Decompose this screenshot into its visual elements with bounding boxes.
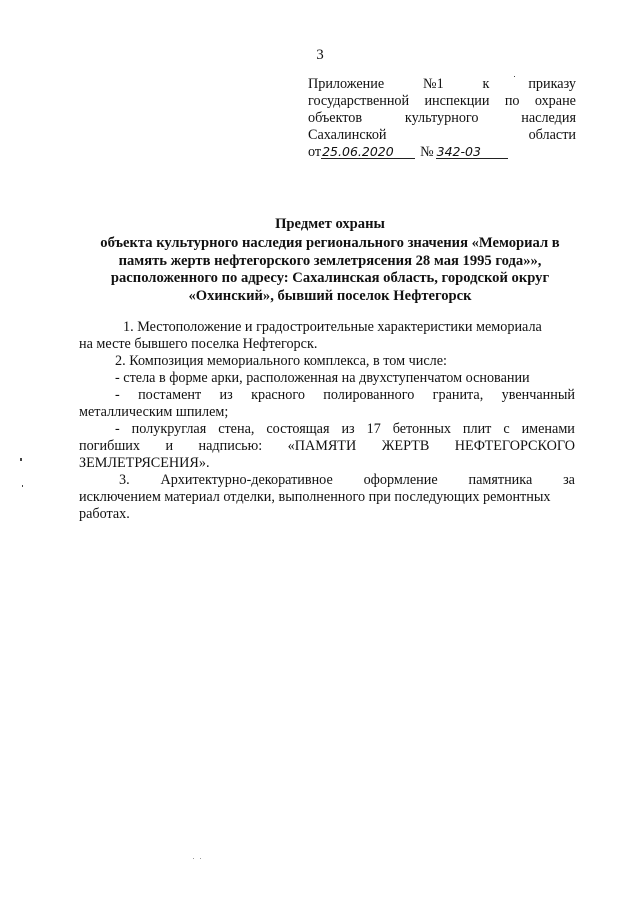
document-title: Предмет охраны [275,216,385,232]
word: «ПАМЯТИ [287,438,357,454]
word: бетонных [392,421,451,437]
word: 17 [366,421,381,437]
item-3-line-1 [79,472,575,489]
scan-speck [22,485,23,487]
appendix-line-4 [308,127,576,144]
handwritten-order-number: 342-03 [436,145,508,159]
item-2-pedestal-line-2: металлическим шпилем; [79,404,229,420]
appendix-word: по [504,93,520,109]
word: плит [462,421,492,437]
word: стена, [218,421,255,437]
word: оформление [363,472,438,488]
word: НЕФТЕГОРСКОГО [454,438,575,454]
appendix-word: культурного [404,110,479,126]
document-body [79,319,575,523]
word: Архитектурно-декоративное [160,472,333,488]
word: состоящая [266,421,330,437]
appendix-word: охране [534,93,576,109]
item-2-wall-line-2 [79,438,575,455]
item-1-line-2: на месте бывшего поселка Нефтегорск. [79,336,318,352]
item-2-wall-line-1 [79,421,575,438]
handwritten-date: 25.06.2020 [321,145,415,159]
document-subtitle [70,235,590,305]
page-number: 3 [316,47,324,63]
scan-speck [514,76,515,77]
word: ЖЕРТВ [381,438,430,454]
word: постамент [138,387,202,403]
appendix-line-2 [308,93,576,110]
scan-speck [20,458,22,461]
word: надписью: [198,438,263,454]
appendix-word: области [528,127,576,143]
word: именами [521,421,575,437]
word: за [563,472,575,488]
appendix-word: №1 [423,76,444,92]
appendix-word: объектов [308,110,363,126]
appendix-word: наследия [521,110,576,126]
word: погибших [79,438,140,454]
appendix-word: государственной [308,93,410,109]
appendix-header [308,76,576,161]
scan-speck [193,858,194,859]
appendix-line-3 [308,110,576,127]
appendix-word: приказу [528,76,576,92]
word: памятника [468,472,533,488]
scan-speck [200,858,201,859]
item-2: 2. Композиция мемориального комплекса, в том числе: [115,353,447,369]
subtitle-line: память жертв нефтегорского землетрясения 28 мая 1995 года»», [118,252,542,269]
item-3-line-3: работах. [79,506,130,522]
word: из [341,421,355,437]
appendix-date-line [308,144,576,161]
item-2-stela: - стела в форме арки, расположенная на двухступенчатом основании [115,370,530,386]
word: полированного [323,387,415,403]
appendix-line-1 [308,76,576,93]
number-sign: № [420,144,434,160]
word: - [115,387,120,403]
appendix-word: Приложение [308,76,385,92]
item-3-line-2: исключением материал отделки, выполненного при последующих ремонтных [79,489,551,505]
appendix-word: инспекции [424,93,490,109]
appendix-word: к [482,76,490,92]
word: полукруглая [131,421,207,437]
appendix-word: Сахалинской [308,127,387,143]
subtitle-line: объекта культурного наследия регионального значения «Мемориал в [100,235,560,251]
subtitle-line: расположенного по адресу: Сахалинская область, городской округ [110,270,550,286]
item-2-wall-line-3: ЗЕМЛЕТРЯСЕНИЯ». [79,455,210,471]
from-prefix: от [308,144,322,160]
subtitle-line: «Охинский», бывший поселок Нефтегорск [188,287,472,304]
word: 3. [119,472,130,488]
word: с [503,421,510,437]
word: - [115,421,120,437]
word: из [219,387,233,403]
word: увенчанный [501,387,575,403]
word: и [165,438,174,454]
word: гранита, [432,387,484,403]
item-2-pedestal-line-1 [79,387,575,404]
word: красного [251,387,305,403]
item-1-line-1: 1. Местоположение и градостроительные характеристики мемориала [123,319,542,335]
